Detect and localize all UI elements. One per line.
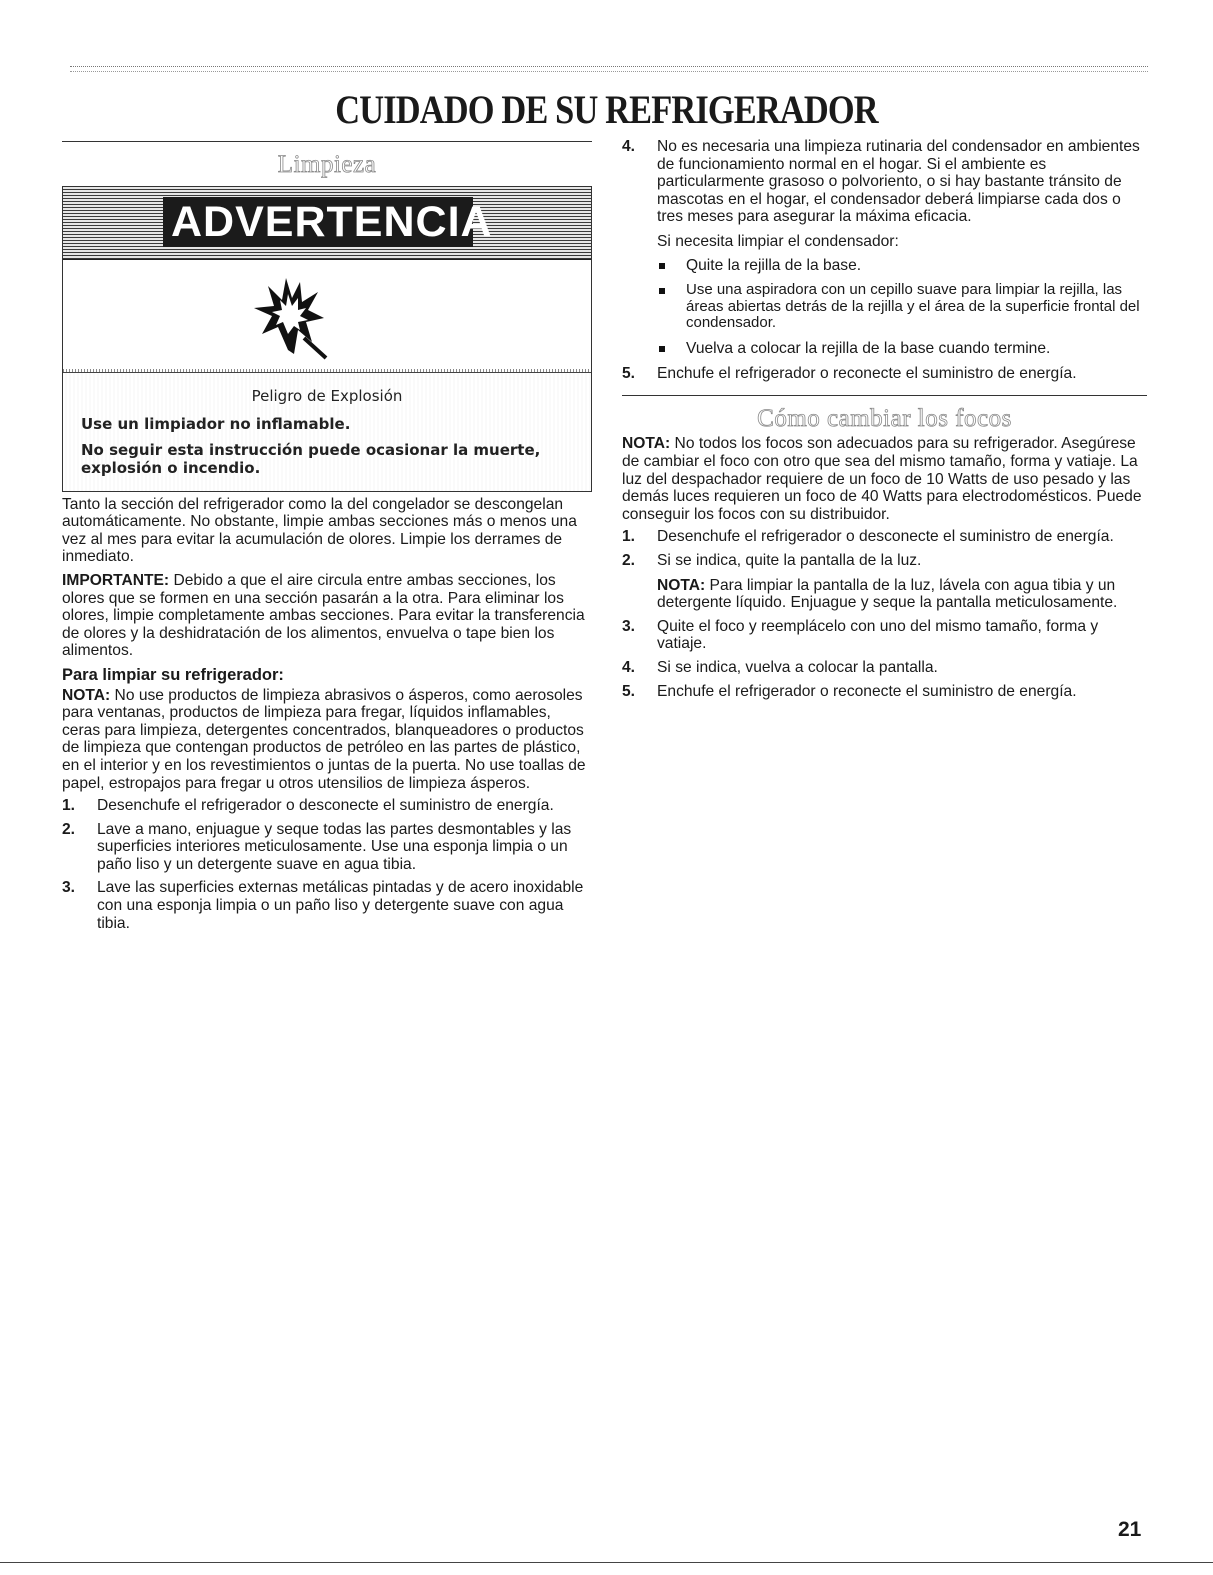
list-item: Quite la rejilla de la base.	[657, 257, 1147, 275]
step-number: 2.	[62, 820, 76, 838]
nota-text: No use productos de limpieza abrasivos o ásperos, como aerosoles para ventanas, productos de limpieza para fregar, líquidos inflamables, ceras para limpieza, detergentes concentrados, blanqueadores o productos de limpieza que contengan productos de petróleo en las partes de plástico, en el interior y en los revestimientos o juntas de la puerta. No use toallas de papel, estropajos para fregar u otros utensilios de limpieza ásperos.	[62, 686, 586, 792]
section-rule	[622, 395, 1147, 396]
step-number: 1.	[622, 528, 636, 546]
step-text: Desenchufe el refrigerador o desconecte el suministro de energía.	[657, 528, 1114, 546]
list-item	[622, 552, 1147, 612]
list-item	[622, 683, 1147, 701]
clean-heading: Para limpiar su refrigerador:	[62, 665, 284, 684]
section-rule	[62, 141, 592, 142]
step-number: 3.	[622, 617, 636, 635]
step-note	[657, 577, 1147, 612]
explosion-icon	[248, 272, 328, 362]
step-number: 3.	[62, 879, 76, 897]
nota-label: NOTA:	[657, 576, 706, 594]
warning-instruction: Use un limpiador no inflamable.	[81, 414, 351, 433]
step-text: Si se indica, vuelva a colocar la pantalla.	[657, 658, 938, 676]
important-label: IMPORTANTE:	[62, 571, 170, 589]
bulb-steps	[622, 528, 1147, 700]
step-number: 1.	[62, 797, 76, 815]
nota-text: Para limpiar la pantalla de la luz, lávela con agua tibia y un detergente líquido. Enjuague y seque la pantalla meticulosamente.	[657, 576, 1118, 612]
warning-icon-area	[63, 260, 591, 373]
important-paragraph	[62, 572, 592, 660]
warning-text	[63, 373, 591, 491]
nota-label: NOTA:	[622, 435, 671, 453]
list-item	[622, 528, 1147, 546]
condenser-bullets	[657, 257, 1147, 358]
condenser-subheading: Si necesita limpiar el condensador:	[657, 232, 899, 250]
section-heading-limpieza: Limpieza	[277, 151, 377, 178]
left-column	[62, 141, 592, 938]
warning-hazard: Peligro de Explosión	[251, 386, 403, 405]
nota-paragraph	[62, 687, 592, 793]
warning-banner	[63, 187, 591, 260]
list-item	[62, 879, 592, 932]
step-text: Lave las superficies externas metálicas pintadas y de acero inoxidable con una esponja limpia o un paño liso y detergente suave con agua tibia.	[97, 879, 584, 932]
warning-banner-label	[163, 197, 493, 247]
page-number: 21	[1118, 1518, 1142, 1541]
list-item	[622, 138, 1147, 357]
list-item	[622, 618, 1147, 653]
warning-title: ADVERTENCIA	[171, 197, 493, 246]
section-heading-focos: Cómo cambiar los focos	[757, 404, 1012, 432]
step-text: Lave a mano, enjuague y seque todas las partes desmontables y las superficies interiores meticulosamente. Use una esponja limpia o un paño liso y un detergente suave en agua tibia.	[97, 820, 572, 873]
list-item	[622, 659, 1147, 677]
cleaning-steps	[62, 797, 592, 932]
nota-text: No todos los focos son adecuados para su refrigerador. Asegúrese de cambiar el foco con otro que sea del mismo tamaño, forma y vatiaje. La luz del despachador requiere de un foco de 10 Watts de uso pesado y las demás luces requieren un foco de 40 Watts para electrodomésticos. Puede conseguir los focos con su distribuidor.	[622, 435, 1142, 523]
list-item: Vuelva a colocar la rejilla de la base cuando termine.	[657, 340, 1147, 358]
step-text: Quite el foco y reemplácelo con uno del mismo tamaño, forma y vatiaje.	[657, 617, 1099, 653]
page-title: CUIDADO DE SU REFRIGERADOR	[335, 87, 878, 132]
bottom-rule	[0, 1562, 1213, 1563]
warning-consequence: No seguir esta instrucción puede ocasionar la muerte, explosión o incendio.	[81, 440, 541, 477]
important-text: Debido a que el aire circula entre ambas secciones, los olores que se formen en una sección pasarán a la otra. Para eliminar los olores, limpie completamente ambas secciones. Para evitar la transferencia de olores y la deshidratación de los alimentos, envuelva o tape bien los alimentos.	[62, 571, 585, 660]
step-number: 5.	[622, 365, 636, 383]
intro-paragraph: Tanto la sección del refrigerador como la del congelador se descongelan automáticamente. No obstante, limpie ambas secciones más o menos una vez al mes para evitar la acumulación de olores. Limpie los derrames de inmediato.	[62, 495, 577, 566]
step-text: Enchufe el refrigerador o reconecte el suministro de energía.	[657, 365, 1077, 383]
nota-paragraph	[622, 435, 1147, 523]
list-item: Use una aspiradora con un cepillo suave para limpiar la rejilla, las áreas abiertas detrás de la rejilla y el área de la superficie frontal del condensador.	[657, 282, 1147, 332]
step-number: 2.	[622, 552, 636, 569]
nota-label: NOTA:	[62, 686, 111, 704]
list-item	[62, 797, 592, 815]
step-number: 4.	[622, 658, 636, 676]
list-item	[622, 365, 1147, 383]
step-text: Enchufe el refrigerador o reconecte el suministro de energía.	[657, 682, 1077, 700]
step-number: 4.	[622, 138, 636, 155]
step-number: 5.	[622, 682, 636, 700]
top-rule	[70, 66, 1148, 72]
step-text: Desenchufe el refrigerador o desconecte el suministro de energía.	[97, 797, 554, 815]
list-item	[62, 821, 592, 874]
condenser-steps	[622, 138, 1147, 383]
right-column	[622, 138, 1147, 706]
step-text: No es necesaria una limpieza rutinaria del condensador en ambientes de funcionamiento normal en el hogar. Si el ambiente es particularmente grasoso o polvoriento, o si hay bastante tránsito de mascotas en el hogar, el condensador deberá limpiarse cada dos o tres meses para asegurar la máxima eficacia.	[657, 138, 1140, 226]
step-text: Si se indica, quite la pantalla de la luz.	[657, 552, 922, 569]
warning-box	[62, 186, 592, 492]
